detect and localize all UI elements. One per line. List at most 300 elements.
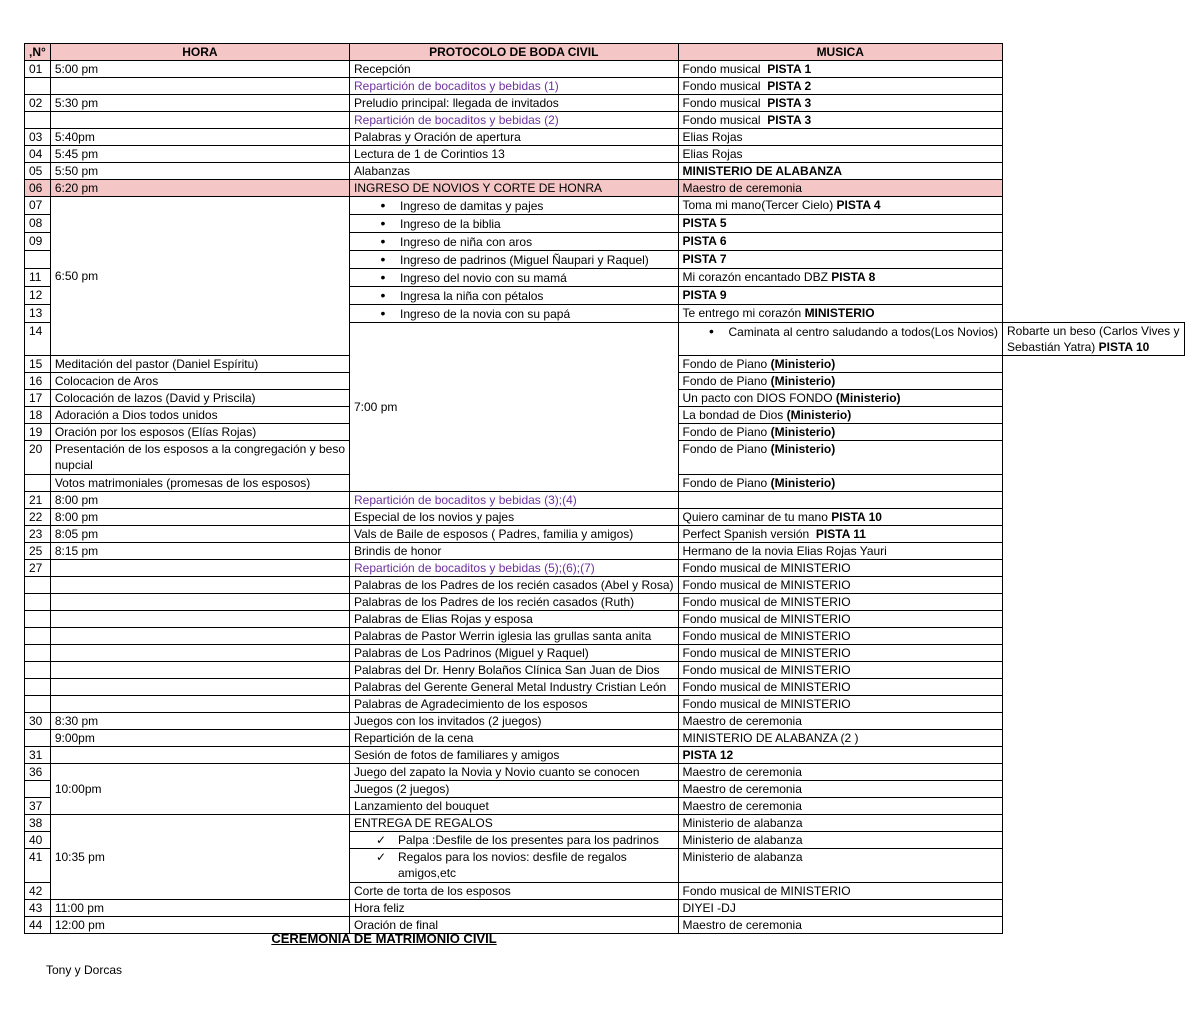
- table-row: [25, 747, 1185, 764]
- music-text: Mi corazón encantado DBZ: [682, 270, 832, 284]
- protocol-item-text: Votos matrimoniales (promesas de los esposos): [54, 476, 311, 490]
- protocol-item: [350, 61, 679, 78]
- protocol-item: [350, 78, 679, 95]
- protocol-item-text: Ingreso del novio con su mamá: [400, 271, 567, 285]
- music-text: Maestro de ceremonia: [682, 765, 802, 779]
- bullet-icon: •: [380, 215, 386, 231]
- music-track: PISTA 5: [682, 216, 727, 230]
- table-row: [25, 730, 1185, 747]
- protocol-item: [50, 441, 349, 475]
- music-text: Maestro de ceremonia: [682, 181, 802, 195]
- time-cell: 7:00 pm: [350, 323, 679, 492]
- row-number: 01: [25, 61, 51, 78]
- row-number: 05: [25, 163, 51, 180]
- protocol-item: [50, 356, 349, 373]
- protocol-item-text: Ingreso de niña con aros: [400, 235, 533, 249]
- music-cell: [678, 679, 1002, 696]
- music-text: Fondo de Piano: [682, 442, 771, 456]
- music-cell: [678, 815, 1002, 832]
- row-number: [25, 594, 51, 611]
- music-text: La bondad de Dios: [682, 408, 787, 422]
- music-cell: [678, 441, 1002, 475]
- protocol-item: [350, 577, 679, 594]
- protocol-item-text: Repartición de bocaditos y bebidas (3);(4): [354, 493, 577, 507]
- protocol-item: [350, 662, 679, 679]
- music-cell: [678, 577, 1002, 594]
- protocol-item: [50, 475, 349, 492]
- music-track: PISTA 11: [815, 527, 866, 541]
- music-track: (Ministerio): [770, 476, 836, 490]
- music-cell: [678, 251, 1002, 269]
- time-cell: 10:35 pm: [50, 815, 349, 900]
- time-cell: 5:40pm: [50, 129, 349, 146]
- music-cell: [678, 883, 1002, 900]
- protocol-item: [350, 233, 679, 251]
- protocol-item: [350, 730, 679, 747]
- row-number: 12: [25, 287, 51, 305]
- music-cell: [678, 424, 1002, 441]
- table-row: [25, 645, 1185, 662]
- music-cell: [678, 798, 1002, 815]
- music-cell: [678, 900, 1002, 917]
- protocol-item-text-cont: nupcial: [54, 458, 93, 472]
- music-track: (Ministerio): [786, 408, 852, 422]
- time-cell: 11:00 pm: [50, 900, 349, 917]
- music-text: Perfect Spanish versión: [682, 527, 816, 541]
- music-cell: [678, 662, 1002, 679]
- row-number: [25, 679, 51, 696]
- table-row: [25, 146, 1185, 163]
- music-cell: [678, 611, 1002, 628]
- protocol-item: [350, 594, 679, 611]
- music-text: Fondo musical de MINISTERIO: [682, 612, 851, 626]
- music-text: Elias Rojas: [682, 147, 743, 161]
- time-cell: 6:50 pm: [50, 197, 349, 356]
- protocol-item: [350, 628, 679, 645]
- music-cell: [678, 509, 1002, 526]
- music-text: Fondo de Piano: [682, 374, 771, 388]
- protocol-item: [350, 287, 679, 305]
- music-cell: [678, 730, 1002, 747]
- protocol-item: [350, 815, 679, 832]
- protocol-item: [350, 696, 679, 713]
- protocol-item-text: Caminata al centro saludando a todos(Los Novios): [728, 325, 998, 339]
- protocol-item-text: Palabras de los Padres de los recién casados (Abel y Rosa): [354, 578, 674, 592]
- music-cell: [678, 526, 1002, 543]
- time-cell: [50, 594, 349, 611]
- protocol-item: [350, 781, 679, 798]
- row-number: [25, 611, 51, 628]
- music-text: Ministerio de alabanza: [682, 816, 803, 830]
- music-text: Toma mi mano(Tercer Cielo): [682, 198, 837, 212]
- music-cell: [678, 407, 1002, 424]
- table-row: [25, 713, 1185, 730]
- protocol-item: [50, 407, 349, 424]
- music-track: (Ministerio): [835, 391, 901, 405]
- protocol-item-text: Palabras del Gerente General Metal Industry Cristian León: [354, 680, 667, 694]
- protocol-item: [350, 492, 679, 509]
- music-cell: [678, 713, 1002, 730]
- row-number: 09: [25, 233, 51, 251]
- protocol-item: [350, 146, 679, 163]
- music-track: PISTA 3: [767, 96, 812, 110]
- time-cell: [50, 611, 349, 628]
- checkmark-icon: ✓: [376, 833, 387, 847]
- music-cell: [678, 390, 1002, 407]
- row-number: 41: [25, 849, 51, 883]
- music-text: Robarte un beso (Carlos Vives y: [1006, 324, 1180, 338]
- protocol-item-text: Palabras de los Padres de los recién casados (Ruth): [354, 595, 635, 609]
- music-text: Fondo musical de MINISTERIO: [682, 561, 851, 575]
- row-number: 07: [25, 197, 51, 215]
- table-row: [25, 815, 1185, 832]
- row-number: 25: [25, 543, 51, 560]
- music-cell: [678, 543, 1002, 560]
- music-cell: [678, 112, 1002, 129]
- music-cell: [678, 215, 1002, 233]
- bullet-icon: •: [380, 197, 386, 213]
- row-number: 19: [25, 424, 51, 441]
- row-number: 27: [25, 560, 51, 577]
- music-text-cont: Sebastián Yatra): [1006, 340, 1099, 354]
- music-cell: [678, 180, 1002, 197]
- music-cell: [678, 129, 1002, 146]
- music-track: PISTA 10: [1098, 340, 1150, 354]
- protocol-item: [350, 526, 679, 543]
- schedule-body: [25, 61, 1185, 934]
- table-row: [25, 594, 1185, 611]
- document-footer-title: CEREMONIA DE MATRIMONIO CIVIL: [271, 931, 497, 946]
- protocol-item-text: Colocación de lazos (David y Priscila): [54, 391, 256, 405]
- row-number: [25, 251, 51, 269]
- protocol-item: [350, 129, 679, 146]
- table-row: [25, 764, 1185, 781]
- music-track: (Ministerio): [770, 374, 836, 388]
- music-text: Ministerio de alabanza: [682, 850, 803, 864]
- row-number: 17: [25, 390, 51, 407]
- music-track: PISTA 7: [682, 252, 727, 266]
- music-text: Hermano de la novia Elias Rojas Yauri: [682, 544, 887, 558]
- row-number: [25, 781, 51, 798]
- protocol-item-text: Ingreso de padrinos (Miguel Ñaupari y Raquel): [400, 253, 649, 267]
- time-cell: [50, 628, 349, 645]
- music-cell: [678, 832, 1002, 849]
- protocol-item-text: Palabras y Oración de apertura: [354, 130, 521, 144]
- music-text: DIYEI -DJ: [682, 901, 736, 915]
- time-cell: [50, 577, 349, 594]
- protocol-item: [350, 180, 679, 197]
- protocol-item-text: Oración por los esposos (Elías Rojas): [54, 425, 257, 439]
- protocol-item-text: Palabras de Pastor Werrin iglesia las grullas santa anita: [354, 629, 652, 643]
- music-text: Fondo musical: [682, 79, 768, 93]
- protocol-item-text: Juegos (2 juegos): [354, 782, 450, 796]
- music-text: Maestro de ceremonia: [682, 918, 802, 932]
- protocol-item-text: ENTREGA DE REGALOS: [354, 816, 493, 830]
- protocol-item-text: Palabras de Agradecimiento de los esposos: [354, 697, 588, 711]
- protocol-item: [50, 373, 349, 390]
- protocol-item: [350, 713, 679, 730]
- protocol-item: [350, 849, 679, 883]
- protocol-item: [350, 764, 679, 781]
- row-number: 03: [25, 129, 51, 146]
- time-cell: [50, 747, 349, 764]
- protocol-item-text: Recepción: [354, 62, 411, 76]
- row-number: [25, 577, 51, 594]
- table-row: [25, 679, 1185, 696]
- protocol-item-text: Palpa :Desfile de los presentes para los padrinos: [398, 833, 659, 847]
- protocol-item-text: Juego del zapato la Novia y Novio cuanto se conocen: [354, 765, 640, 779]
- row-number: [25, 78, 51, 95]
- music-cell: [678, 305, 1002, 323]
- time-cell: 5:00 pm: [50, 61, 349, 78]
- music-cell: [678, 645, 1002, 662]
- row-number: 31: [25, 747, 51, 764]
- protocol-item-text: Preludio principal: llegada de invitados: [354, 96, 559, 110]
- row-number: [25, 628, 51, 645]
- row-number: 13: [25, 305, 51, 323]
- row-number: 43: [25, 900, 51, 917]
- num-header: ,N°: [25, 44, 51, 61]
- table-row: [25, 900, 1185, 917]
- row-number: 11: [25, 269, 51, 287]
- protocol-item-text: Adoración a Dios todos unidos: [54, 408, 218, 422]
- time-cell: 8:15 pm: [50, 543, 349, 560]
- row-number: 44: [25, 917, 51, 934]
- row-number: 08: [25, 215, 51, 233]
- protocol-item: [350, 163, 679, 180]
- music-cell: [678, 781, 1002, 798]
- protocol-item-text: Corte de torta de los esposos: [354, 884, 511, 898]
- music-text: Un pacto con DIOS FONDO: [682, 391, 836, 405]
- row-number: [25, 112, 51, 129]
- music-track: PISTA 9: [682, 288, 727, 302]
- row-number: 40: [25, 832, 51, 849]
- protocol-item: [678, 323, 1002, 356]
- music-cell: [678, 287, 1002, 305]
- protocol-item-text: Palabras de Los Padrinos (Miguel y Raquel): [354, 646, 589, 660]
- time-cell: 9:00pm: [50, 730, 349, 747]
- protocol-item: [350, 543, 679, 560]
- music-cell: [678, 849, 1002, 883]
- row-number: 30: [25, 713, 51, 730]
- protocol-item: [350, 900, 679, 917]
- music-text: Maestro de ceremonia: [682, 714, 802, 728]
- music-cell: [678, 197, 1002, 215]
- table-row: [25, 662, 1185, 679]
- music-text: Fondo musical de MINISTERIO: [682, 680, 851, 694]
- time-cell: 8:00 pm: [50, 509, 349, 526]
- music-track: (Ministerio): [770, 357, 836, 371]
- protocol-item-text: Palabras de Elias Rojas y esposa: [354, 612, 533, 626]
- row-number: 38: [25, 815, 51, 832]
- protocol-item-text: Brindis de honor: [354, 544, 442, 558]
- protocol-item: [350, 509, 679, 526]
- bullet-icon: •: [380, 251, 386, 267]
- music-track: MINISTERIO DE ALABANZA: [682, 164, 843, 178]
- row-number: 16: [25, 373, 51, 390]
- music-text: Fondo musical de MINISTERIO: [682, 663, 851, 677]
- bullet-icon: •: [380, 305, 386, 321]
- music-cell: [678, 747, 1002, 764]
- row-number: 42: [25, 883, 51, 900]
- protocol-item-text: Palabras del Dr. Henry Bolaños Clínica San Juan de Dios: [354, 663, 660, 677]
- row-number: 23: [25, 526, 51, 543]
- music-track: PISTA 2: [767, 79, 812, 93]
- protocolo-header: PROTOCOLO DE BODA CIVIL: [350, 44, 679, 61]
- time-cell: 12:00 pm: [50, 917, 349, 934]
- music-text: Elias Rojas: [682, 130, 743, 144]
- header-row: [25, 44, 1185, 61]
- music-cell: [678, 78, 1002, 95]
- row-number: 14: [25, 323, 51, 356]
- protocol-item: [50, 390, 349, 407]
- time-cell: [50, 112, 349, 129]
- music-cell: [678, 492, 1002, 509]
- protocol-item: [350, 112, 679, 129]
- music-cell: [678, 233, 1002, 251]
- music-cell: [678, 95, 1002, 112]
- protocol-item: [350, 832, 679, 849]
- table-row: [25, 628, 1185, 645]
- protocol-item: [350, 645, 679, 662]
- music-text: Fondo musical de MINISTERIO: [682, 629, 851, 643]
- protocol-item-text: Sesión de fotos de familiares y amigos: [354, 748, 560, 762]
- protocol-item-text: Repartición de bocaditos y bebidas (2): [354, 113, 559, 127]
- music-text: Maestro de ceremonia: [682, 799, 802, 813]
- music-track: PISTA 12: [682, 748, 734, 762]
- music-track: PISTA 8: [831, 270, 876, 284]
- music-track: PISTA 3: [767, 113, 812, 127]
- protocol-item: [350, 95, 679, 112]
- music-text: MINISTERIO DE ALABANZA (2 ): [682, 731, 859, 745]
- protocol-item: [350, 197, 679, 215]
- row-number: 37: [25, 798, 51, 815]
- table-row: [25, 163, 1185, 180]
- table-row: [25, 696, 1185, 713]
- row-number: 04: [25, 146, 51, 163]
- row-number: 18: [25, 407, 51, 424]
- row-number: 21: [25, 492, 51, 509]
- protocol-item: [350, 269, 679, 287]
- protocol-item-text: Repartición de bocaditos y bebidas (5);(6);(7): [354, 561, 595, 575]
- time-cell: [50, 696, 349, 713]
- music-text: Fondo musical: [682, 62, 768, 76]
- music-text: Fondo musical: [682, 96, 768, 110]
- row-number: [25, 696, 51, 713]
- music-cell: [678, 696, 1002, 713]
- table-row: [25, 577, 1185, 594]
- table-row: [25, 78, 1185, 95]
- row-number: 06: [25, 180, 51, 197]
- music-cell: [678, 163, 1002, 180]
- music-track: PISTA 1: [767, 62, 812, 76]
- table-row: [25, 61, 1185, 78]
- music-cell: [678, 146, 1002, 163]
- row-number: 22: [25, 509, 51, 526]
- music-cell: [678, 475, 1002, 492]
- row-number: [25, 475, 51, 492]
- music-cell: [1002, 323, 1184, 356]
- protocol-item-text: Ingreso de la novia con su papá: [400, 307, 571, 321]
- time-cell: 8:05 pm: [50, 526, 349, 543]
- music-cell: [678, 594, 1002, 611]
- protocol-item-text: Lanzamiento del bouquet: [354, 799, 489, 813]
- music-track: MINISTERIO: [804, 306, 875, 320]
- music-track: PISTA 4: [836, 198, 881, 212]
- protocol-item-text: Presentación de los esposos a la congregación y beso: [54, 442, 345, 456]
- music-track: (Ministerio): [770, 425, 836, 439]
- schedule-table: [24, 43, 1185, 934]
- music-cell: [678, 628, 1002, 645]
- protocol-item-text: Juegos con los invitados (2 juegos): [354, 714, 542, 728]
- checkmark-icon: ✓: [376, 850, 387, 864]
- music-cell: [678, 373, 1002, 390]
- music-cell: [678, 61, 1002, 78]
- table-row: [25, 197, 1185, 215]
- protocol-item-text: Meditación del pastor (Daniel Espíritu): [54, 357, 259, 371]
- music-text: Fondo musical de MINISTERIO: [682, 578, 851, 592]
- time-cell: [50, 679, 349, 696]
- music-track: PISTA 10: [831, 510, 882, 524]
- music-text: Fondo musical de MINISTERIO: [682, 646, 851, 660]
- row-number: [25, 730, 51, 747]
- protocol-item: [350, 798, 679, 815]
- table-row: [25, 95, 1185, 112]
- row-number: [25, 662, 51, 679]
- bullet-icon: •: [380, 233, 386, 249]
- table-row: [25, 492, 1185, 509]
- bullet-icon: •: [380, 269, 386, 285]
- protocol-item-text: Repartición de bocaditos y bebidas (1): [354, 79, 559, 93]
- music-text: Te entrego mi corazón: [682, 306, 805, 320]
- music-text: Fondo musical de MINISTERIO: [682, 697, 851, 711]
- music-cell: [678, 560, 1002, 577]
- music-text: Quiero caminar de tu mano: [682, 510, 832, 524]
- music-track: PISTA 6: [682, 234, 727, 248]
- music-text: Fondo de Piano: [682, 357, 771, 371]
- time-cell: [50, 645, 349, 662]
- music-cell: [678, 356, 1002, 373]
- protocol-item-text: Ingreso de damitas y pajes: [400, 199, 544, 213]
- table-row: [25, 543, 1185, 560]
- music-cell: [678, 269, 1002, 287]
- time-cell: 5:30 pm: [50, 95, 349, 112]
- time-cell: [50, 560, 349, 577]
- music-text: Fondo musical de MINISTERIO: [682, 595, 851, 609]
- table-row: [25, 112, 1185, 129]
- protocol-item: [350, 611, 679, 628]
- protocol-item-text: Especial de los novios y pajes: [354, 510, 515, 524]
- row-number: 20: [25, 441, 51, 475]
- protocol-item: [350, 883, 679, 900]
- protocol-item-text: Repartición de la cena: [354, 731, 474, 745]
- music-text: Fondo musical de MINISTERIO: [682, 884, 851, 898]
- music-text: Fondo de Piano: [682, 425, 771, 439]
- protocol-item: [350, 215, 679, 233]
- row-number: 15: [25, 356, 51, 373]
- protocol-item: [350, 560, 679, 577]
- protocol-item: [50, 424, 349, 441]
- row-number: 02: [25, 95, 51, 112]
- protocol-item: [350, 305, 679, 323]
- table-row: [25, 526, 1185, 543]
- musica-header: MUSICA: [678, 44, 1002, 61]
- protocol-item-text: Hora feliz: [354, 901, 405, 915]
- protocol-item-text: Vals de Baile de esposos ( Padres, familia y amigos): [354, 527, 634, 541]
- time-cell: [50, 78, 349, 95]
- row-number: [25, 645, 51, 662]
- table-row: [25, 509, 1185, 526]
